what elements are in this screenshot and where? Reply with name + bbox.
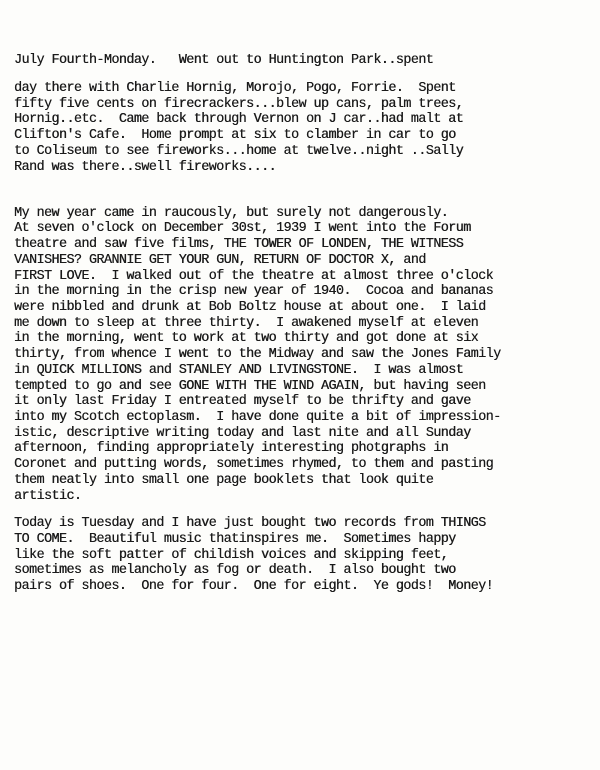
text-line: TO COME. Beautiful music thatinspires me. Sometimes happy: [14, 532, 456, 547]
text-line: Hornig..etc. Came back through Vernon on J car..had malt at: [14, 112, 464, 127]
text-line: me down to sleep at three thirty. I awakened myself at eleven: [14, 316, 479, 331]
text-line: My new year came in raucously, but surely not dangerously.: [14, 206, 449, 221]
text-line: in QUICK MILLIONS and STANLEY AND LIVINGSTONE. I was almost: [14, 363, 464, 378]
text-line: tempted to go and see GONE WITH THE WIND AGAIN, but having seen: [14, 379, 486, 394]
text-line: them neatly into small one page booklets that look quite: [14, 473, 434, 488]
text-line: like the soft patter of childish voices and skipping feet,: [14, 548, 449, 563]
text-line: VANISHES? GRANNIE GET YOUR GUN, RETURN OF DOCTOR X, and: [14, 253, 426, 268]
text-line: Today is Tuesday and I have just bought two records from THINGS: [14, 516, 486, 531]
heading-line: July Fourth-Monday. Went out to Huntington Park..spent: [14, 53, 434, 68]
text-line: to Coliseum to see fireworks...home at twelve..night ..Sally: [14, 144, 464, 159]
text-line: At seven o'clock on December 30st, 1939 I went into the Forum: [14, 221, 471, 236]
text-line: Coronet and putting words, sometimes rhymed, to them and pasting: [14, 457, 494, 472]
text-line: theatre and saw five films, THE TOWER OF LONDEN, THE WITNESS: [14, 237, 464, 252]
text-line: day there with Charlie Hornig, Morojo, Pogo, Forrie. Spent: [14, 81, 456, 96]
text-line: thirty, from whence I went to the Midway and saw the Jones Family: [14, 347, 501, 362]
text-line: it only last Friday I entreated myself to be thrifty and gave: [14, 394, 471, 409]
text-line: artistic.: [14, 489, 82, 504]
text-line: into my Scotch ectoplasm. I have done quite a bit of impression-: [14, 410, 501, 425]
text-line: Clifton's Cafe. Home prompt at six to clamber in car to go: [14, 128, 456, 143]
text-line: fifty five cents on firecrackers...blew up cans, palm trees,: [14, 97, 464, 112]
text-line: pairs of shoes. One for four. One for eight. Ye gods! Money!: [14, 579, 494, 594]
text-line: in the morning, went to work at two thirty and got done at six: [14, 331, 479, 346]
text-line: sometimes as melancholy as fog or death. I also bought two: [14, 563, 456, 578]
text-line: in the morning in the crisp new year of 1940. Cocoa and bananas: [14, 284, 494, 299]
text-line: FIRST LOVE. I walked out of the theatre at almost three o'clock: [14, 269, 494, 284]
text-line: istic, descriptive writing today and last nite and all Sunday: [14, 426, 471, 441]
text-line: Rand was there..swell fireworks....: [14, 160, 276, 175]
text-line: afternoon, finding appropriately interesting photgraphs in: [14, 441, 449, 456]
text-line: were nibbled and drunk at Bob Boltz house at about one. I laid: [14, 300, 486, 315]
